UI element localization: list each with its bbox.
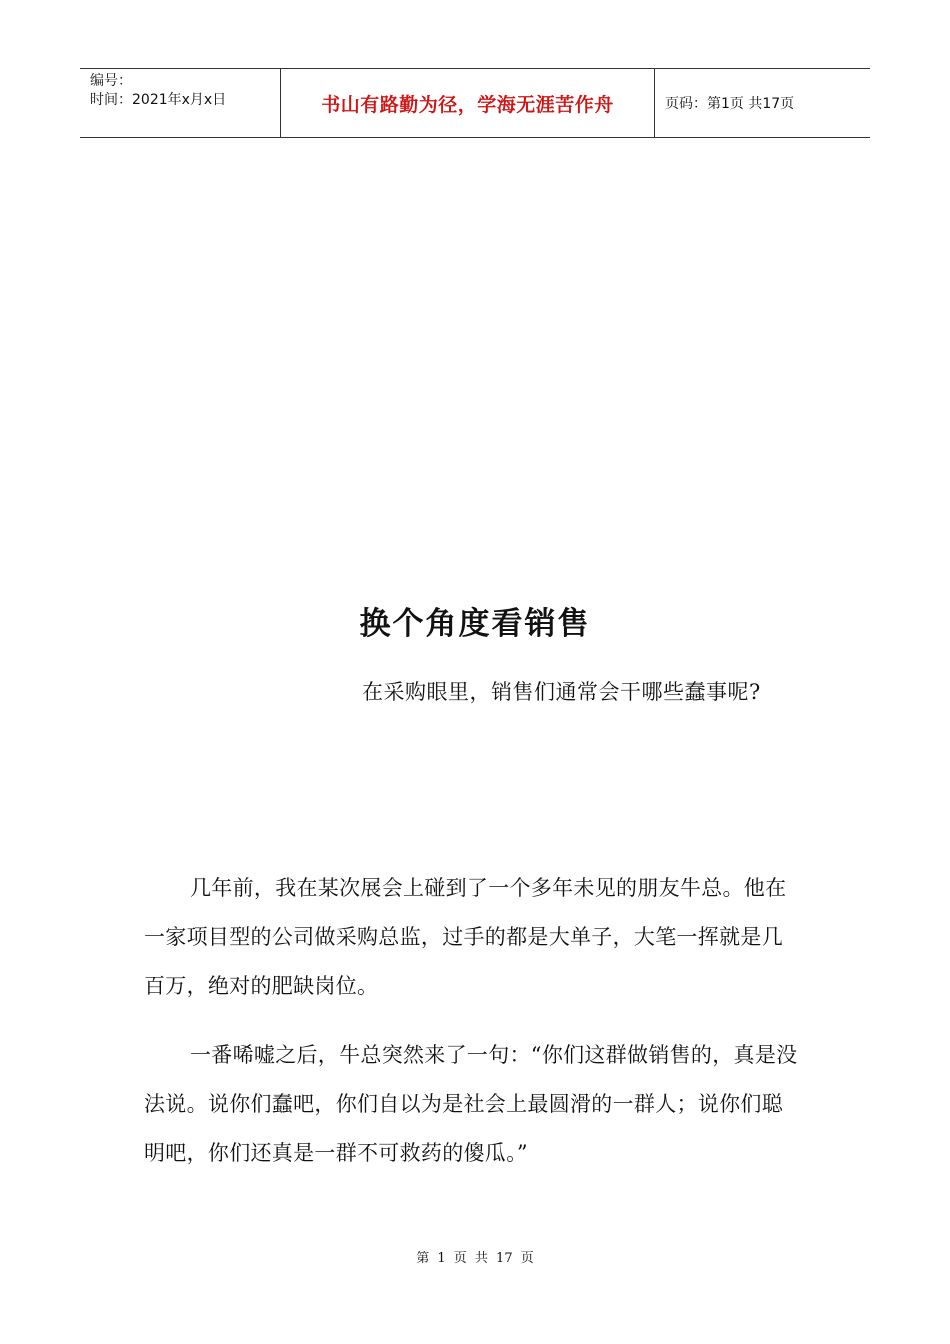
header-motto: 书山有路勤为径，学海无涯苦作舟 (281, 69, 655, 137)
paragraph: 几年前，我在某次展会上碰到了一个多年未见的朋友牛总。他在一家项目型的公司做采购总监，过手的都是大单子，大笔一挥就是几百万，绝对的肥缺岗位。 (144, 876, 787, 998)
number-label: 编号： (90, 73, 132, 89)
header-meta (80, 69, 281, 137)
header-page-info: 页码：第1页 共17页 (665, 96, 795, 112)
article-subtitle: 在采购眼里，销售们通常会干哪些蠢事呢? (362, 680, 761, 704)
document-header (80, 68, 870, 138)
paragraph: 一番唏嘘之后，牛总突然来了一句：“你们这群做销售的，真是没法说。说你们蠢吧，你们自以为是社会上最圆滑的一群人；说你们聪明吧，你们还真是一群不可救药的傻瓜。” (144, 1043, 798, 1165)
article-title: 换个角度看销售 (359, 606, 591, 642)
page-footer: 第 1 页 共 17 页 (416, 1251, 534, 1266)
date-label: 时间：2021年x月x日 (90, 92, 227, 108)
